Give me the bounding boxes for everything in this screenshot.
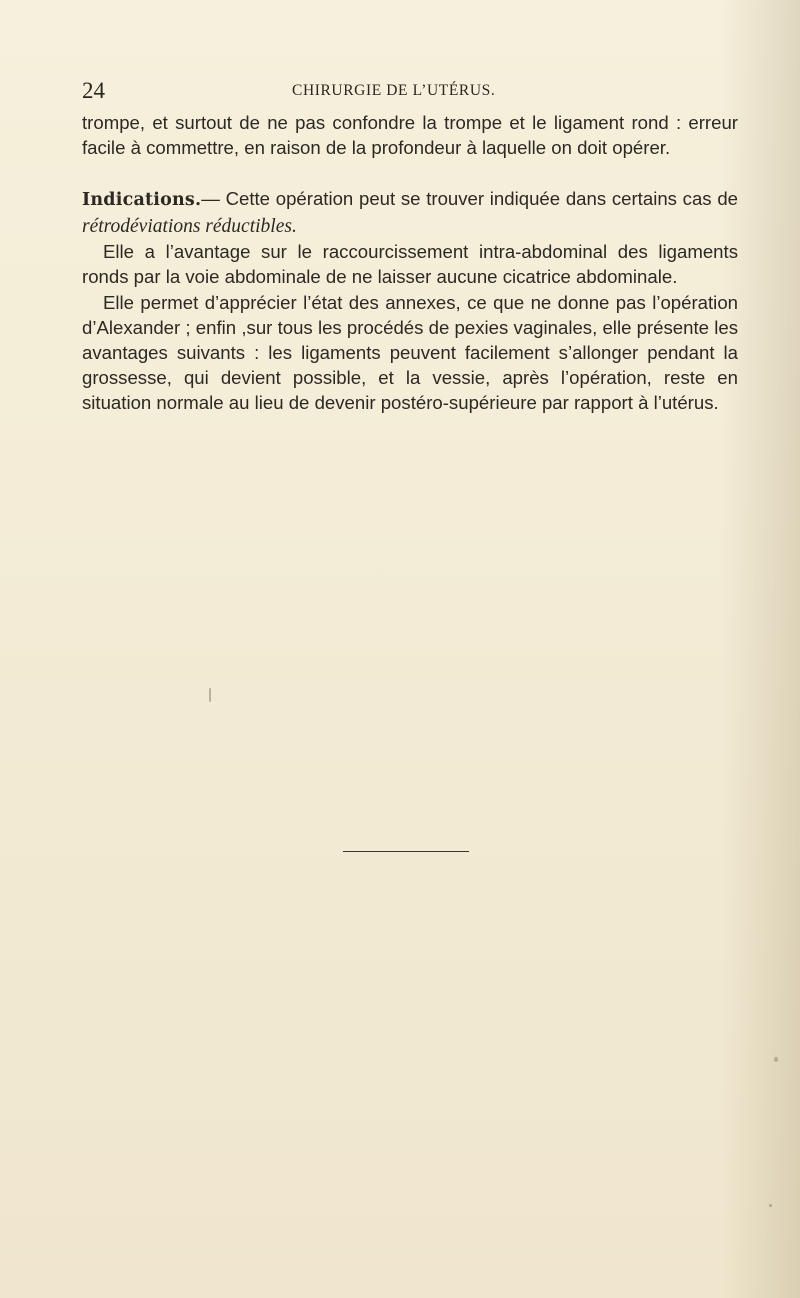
paper-speck	[209, 688, 211, 702]
page-header	[82, 78, 734, 106]
running-head: CHIRURGIE DE L’UTÉRUS.	[292, 82, 496, 99]
indications-text: Cette opération peut se trouver indiquée dans certains cas de	[225, 188, 739, 210]
indications-italic: rétrodéviations réductibles.	[82, 216, 297, 238]
end-rule	[343, 851, 469, 852]
body-text	[82, 110, 738, 415]
section-heading-indications: Indications.	[82, 190, 202, 211]
paragraph-advantage: Elle a l’avantage sur le raccourcissement intra-abdominal des ligaments ronds par la voie abdominale de ne laisser aucune cicatrice abdominale.	[82, 241, 738, 288]
page-number: 24	[82, 78, 105, 103]
paragraph-continuation: trompe, et surtout de ne pas confondre la trompe et le ligament rond : erreur facile à commettre, en raison de la profondeur à laquelle on doit opérer.	[82, 112, 738, 159]
paper-speck	[774, 1057, 778, 1062]
paragraph-indications	[82, 186, 738, 239]
paragraph-permits: Elle permet d’apprécier l’état des annexes, ce que ne donne pas l’opération d’Alexander ; enfin ,sur tous les procédés de pexies vaginales, elle présente les avantages suivants : les ligaments peuvent facilement s’allonger pendant la grossesse, qui devient possible, et la vessie, après l’opération, reste en situation normale au lieu de devenir postéro-supérieure par rapport à l’utérus.	[82, 291, 738, 413]
paper-speck	[769, 1204, 772, 1207]
em-dash: —	[201, 188, 226, 210]
